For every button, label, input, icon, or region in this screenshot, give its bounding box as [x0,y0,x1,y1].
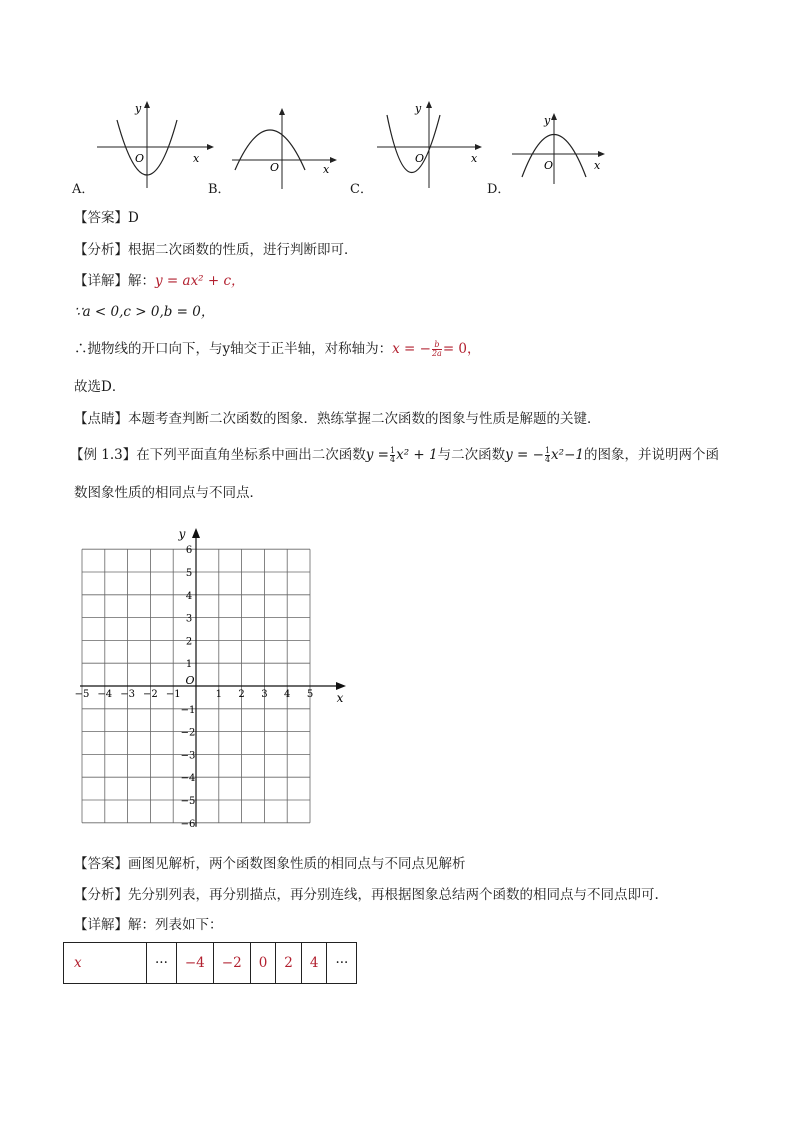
table-cell: −4 [176,943,213,984]
origin-label: O [185,674,195,687]
x-tick-label: −4 [97,689,113,700]
analysis-line [74,241,358,259]
x-tick-label: 1 [215,689,222,700]
detail-prefix: 解： [128,273,155,289]
analysis-tag: 【分析】 [74,242,128,258]
answer2-tag: 【答案】 [74,856,128,872]
analysis-text: 根据二次函数的性质，进行判断即可． [128,242,358,258]
conclusion-eq-rhs: = 0， [442,341,481,357]
conclusion-fraction: $\frac{b}{2a}$ [431,340,442,358]
function-2-fraction: $\frac{1}{4}$ [544,446,551,464]
y-tick-label: 6 [185,545,193,557]
conclusion-prefix: ∴抛物线的开口向下，与y轴交于正半轴，对称轴为： [74,341,393,357]
axis-x-label: x [323,163,330,176]
conclusion-eq-lhs: x = − [392,341,431,357]
axis-y-label: y [415,102,422,115]
function-1-lhs: y = [365,447,389,463]
option-graph-d [510,112,610,192]
coordinate-grid-svg [74,526,350,834]
comment-text: 本题考查判断二次函数的图象．熟练掌握二次函数的图象与性质是解题的关键． [128,411,601,427]
x-tick-label: −5 [74,689,90,700]
option-c-label: C． [350,182,373,197]
example-label: 【例 1.3】 [70,447,137,463]
example-text-3: 的图象，并说明两个函 [583,447,719,463]
axis-y-label: y [135,102,142,115]
analysis2-tag: 【分析】 [74,887,128,903]
axis-y-label: y [544,114,551,127]
axis-x-label: x [193,152,200,165]
choose-line: 故选D． [74,379,126,395]
option-a-label: A． [72,182,95,197]
answer-line [74,209,139,227]
table-header-cell: x [64,943,147,984]
answer-value: D [128,210,139,226]
table-cell: −2 [213,943,250,984]
detail2-tag: 【详解】 [74,917,128,933]
detail2-line [74,916,223,934]
x-tick-label: 5 [306,689,314,700]
origin-label: O [415,152,425,165]
analysis2-text: 先分别列表，再分别描点，再分别连线，再根据图象总结两个函数的相同点与不同点即可. [128,887,659,903]
x-tick-label: −3 [120,689,135,700]
condition-text: ∵a < 0,c > 0,b = 0， [74,304,215,320]
coordinate-grid [74,526,350,834]
axis-x-label: x [471,152,478,165]
x-tick-label: 2 [238,689,245,700]
axis-x-label: x [594,159,601,172]
option-graph-b [230,105,340,190]
y-tick-label: −1 [180,704,196,716]
y-tick-label: −3 [180,750,196,762]
option-b-label: B． [208,182,231,197]
y-tick-label: 5 [185,568,193,579]
detail2-text: 解：列表如下： [128,917,223,933]
example-line-1 [70,446,719,464]
x-axis-arrow [336,682,346,690]
function-1-rhs: x² + 1 [396,447,438,463]
x-tick-label: 3 [261,689,268,700]
function-2-rhs: x²−1 [551,447,584,463]
value-table [63,942,357,984]
origin-label: O [135,152,145,165]
table-row [64,943,357,984]
x-axis-label: x [336,691,344,705]
y-axis-label: y [178,527,186,541]
detail-tag: 【详解】 [74,273,128,289]
x-tick-label: 4 [284,689,291,700]
detail-line [74,272,245,290]
answer2-line [74,855,466,873]
table-cell: 2 [276,943,302,984]
detail-equation: y = ax² + c， [155,273,245,289]
comment-tag: 【点睛】 [74,411,128,427]
answer-tag: 【答案】 [74,210,128,226]
y-tick-label: −5 [180,796,196,807]
origin-label: O [544,159,554,172]
y-axis-arrow [192,528,200,538]
function-1-fraction: $\frac{1}{4}$ [390,446,396,464]
example-text-2: 与二次函数 [437,447,506,463]
analysis2-line [74,886,659,904]
option-graph-c [375,100,490,190]
x-tick-label: −2 [143,689,158,700]
y-tick-label: 2 [185,636,193,648]
table-cell: 0 [250,943,276,984]
table-cell: ··· [327,943,357,984]
condition-line [74,303,214,321]
option-d-label: D． [487,182,511,197]
conclusion-line [74,340,481,358]
x-tick-label: −1 [165,689,181,700]
y-tick-label: −6 [180,818,196,830]
option-graph-a [95,100,215,190]
table-cell: 4 [301,943,327,984]
y-tick-label: 4 [185,590,193,602]
y-tick-label: −2 [180,727,196,739]
y-tick-label: 3 [185,613,193,625]
example-line-2: 数图象性质的相同点与不同点． [74,485,263,501]
answer2-text: 画图见解析，两个函数图象性质的相同点与不同点见解析 [128,856,466,872]
function-2-lhs: y = − [505,447,544,463]
example-text-1: 在下列平面直角坐标系中画出二次函数 [136,447,366,463]
y-tick-label: 1 [185,659,193,671]
table-cell: ··· [147,943,177,984]
y-tick-label: −4 [180,773,196,785]
origin-label: O [270,161,280,174]
comment-line [74,410,601,428]
